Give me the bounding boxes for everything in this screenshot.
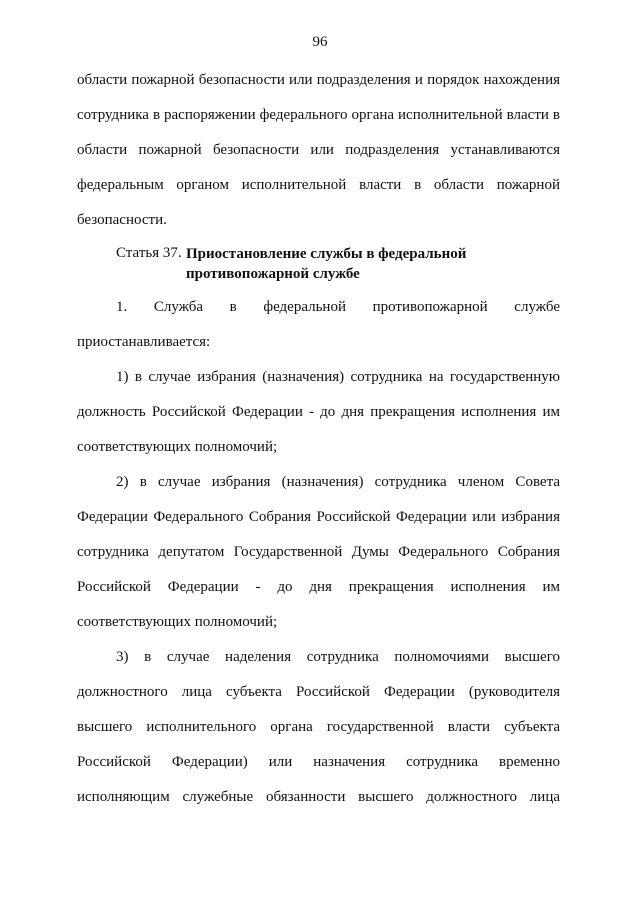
paragraph-line: сотрудника в распоряжении федерального органа исполнительной власти в <box>77 107 560 123</box>
item-line: соответствующих полномочий; <box>77 614 278 630</box>
item-line: 2) в случае избрания (назначения) сотрудника членом Совета <box>116 474 560 490</box>
item-line: исполняющим служебные обязанности высшего должностного лица <box>77 789 560 805</box>
article-title-line: противопожарной службе <box>186 266 360 282</box>
item-line: 1) в случае избрания (назначения) сотрудника на государственную <box>116 369 560 385</box>
page-number: 96 <box>312 34 328 50</box>
article-title <box>186 244 546 284</box>
item-line: Федерации Федерального Собрания Российской Федерации или избрания <box>77 509 560 525</box>
paragraph-line: федеральным органом исполнительной власти в области пожарной <box>77 177 560 193</box>
clause-line: приостанавливается: <box>77 334 211 350</box>
item-line: должность Российской Федерации - до дня прекращения исполнения им <box>77 404 560 420</box>
clause-line: 1. Служба в федеральной противопожарной службе <box>116 299 560 315</box>
item-line: должностного лица субъекта Российской Федерации (руководителя <box>77 684 560 700</box>
item-line: соответствующих полномочий; <box>77 439 278 455</box>
article-title-line: Приостановление службы в федеральной <box>186 246 467 262</box>
item-line: высшего исполнительного органа государственной власти субъекта <box>77 719 560 735</box>
item-line: Российской Федерации - до дня прекращения исполнения им <box>77 579 560 595</box>
paragraph-line: области пожарной безопасности или подразделения устанавливаются <box>77 142 560 158</box>
paragraph-line: области пожарной безопасности или подразделения и порядок нахождения <box>77 72 560 88</box>
item-line: 3) в случае наделения сотрудника полномочиями высшего <box>116 649 560 665</box>
item-line: сотрудника депутатом Государственной Думы Федерального Собрания <box>77 544 560 560</box>
item-line: Российской Федерации) или назначения сотрудника временно <box>77 754 560 770</box>
article-number: Статья 37. <box>116 245 182 261</box>
paragraph-line: безопасности. <box>77 212 167 228</box>
